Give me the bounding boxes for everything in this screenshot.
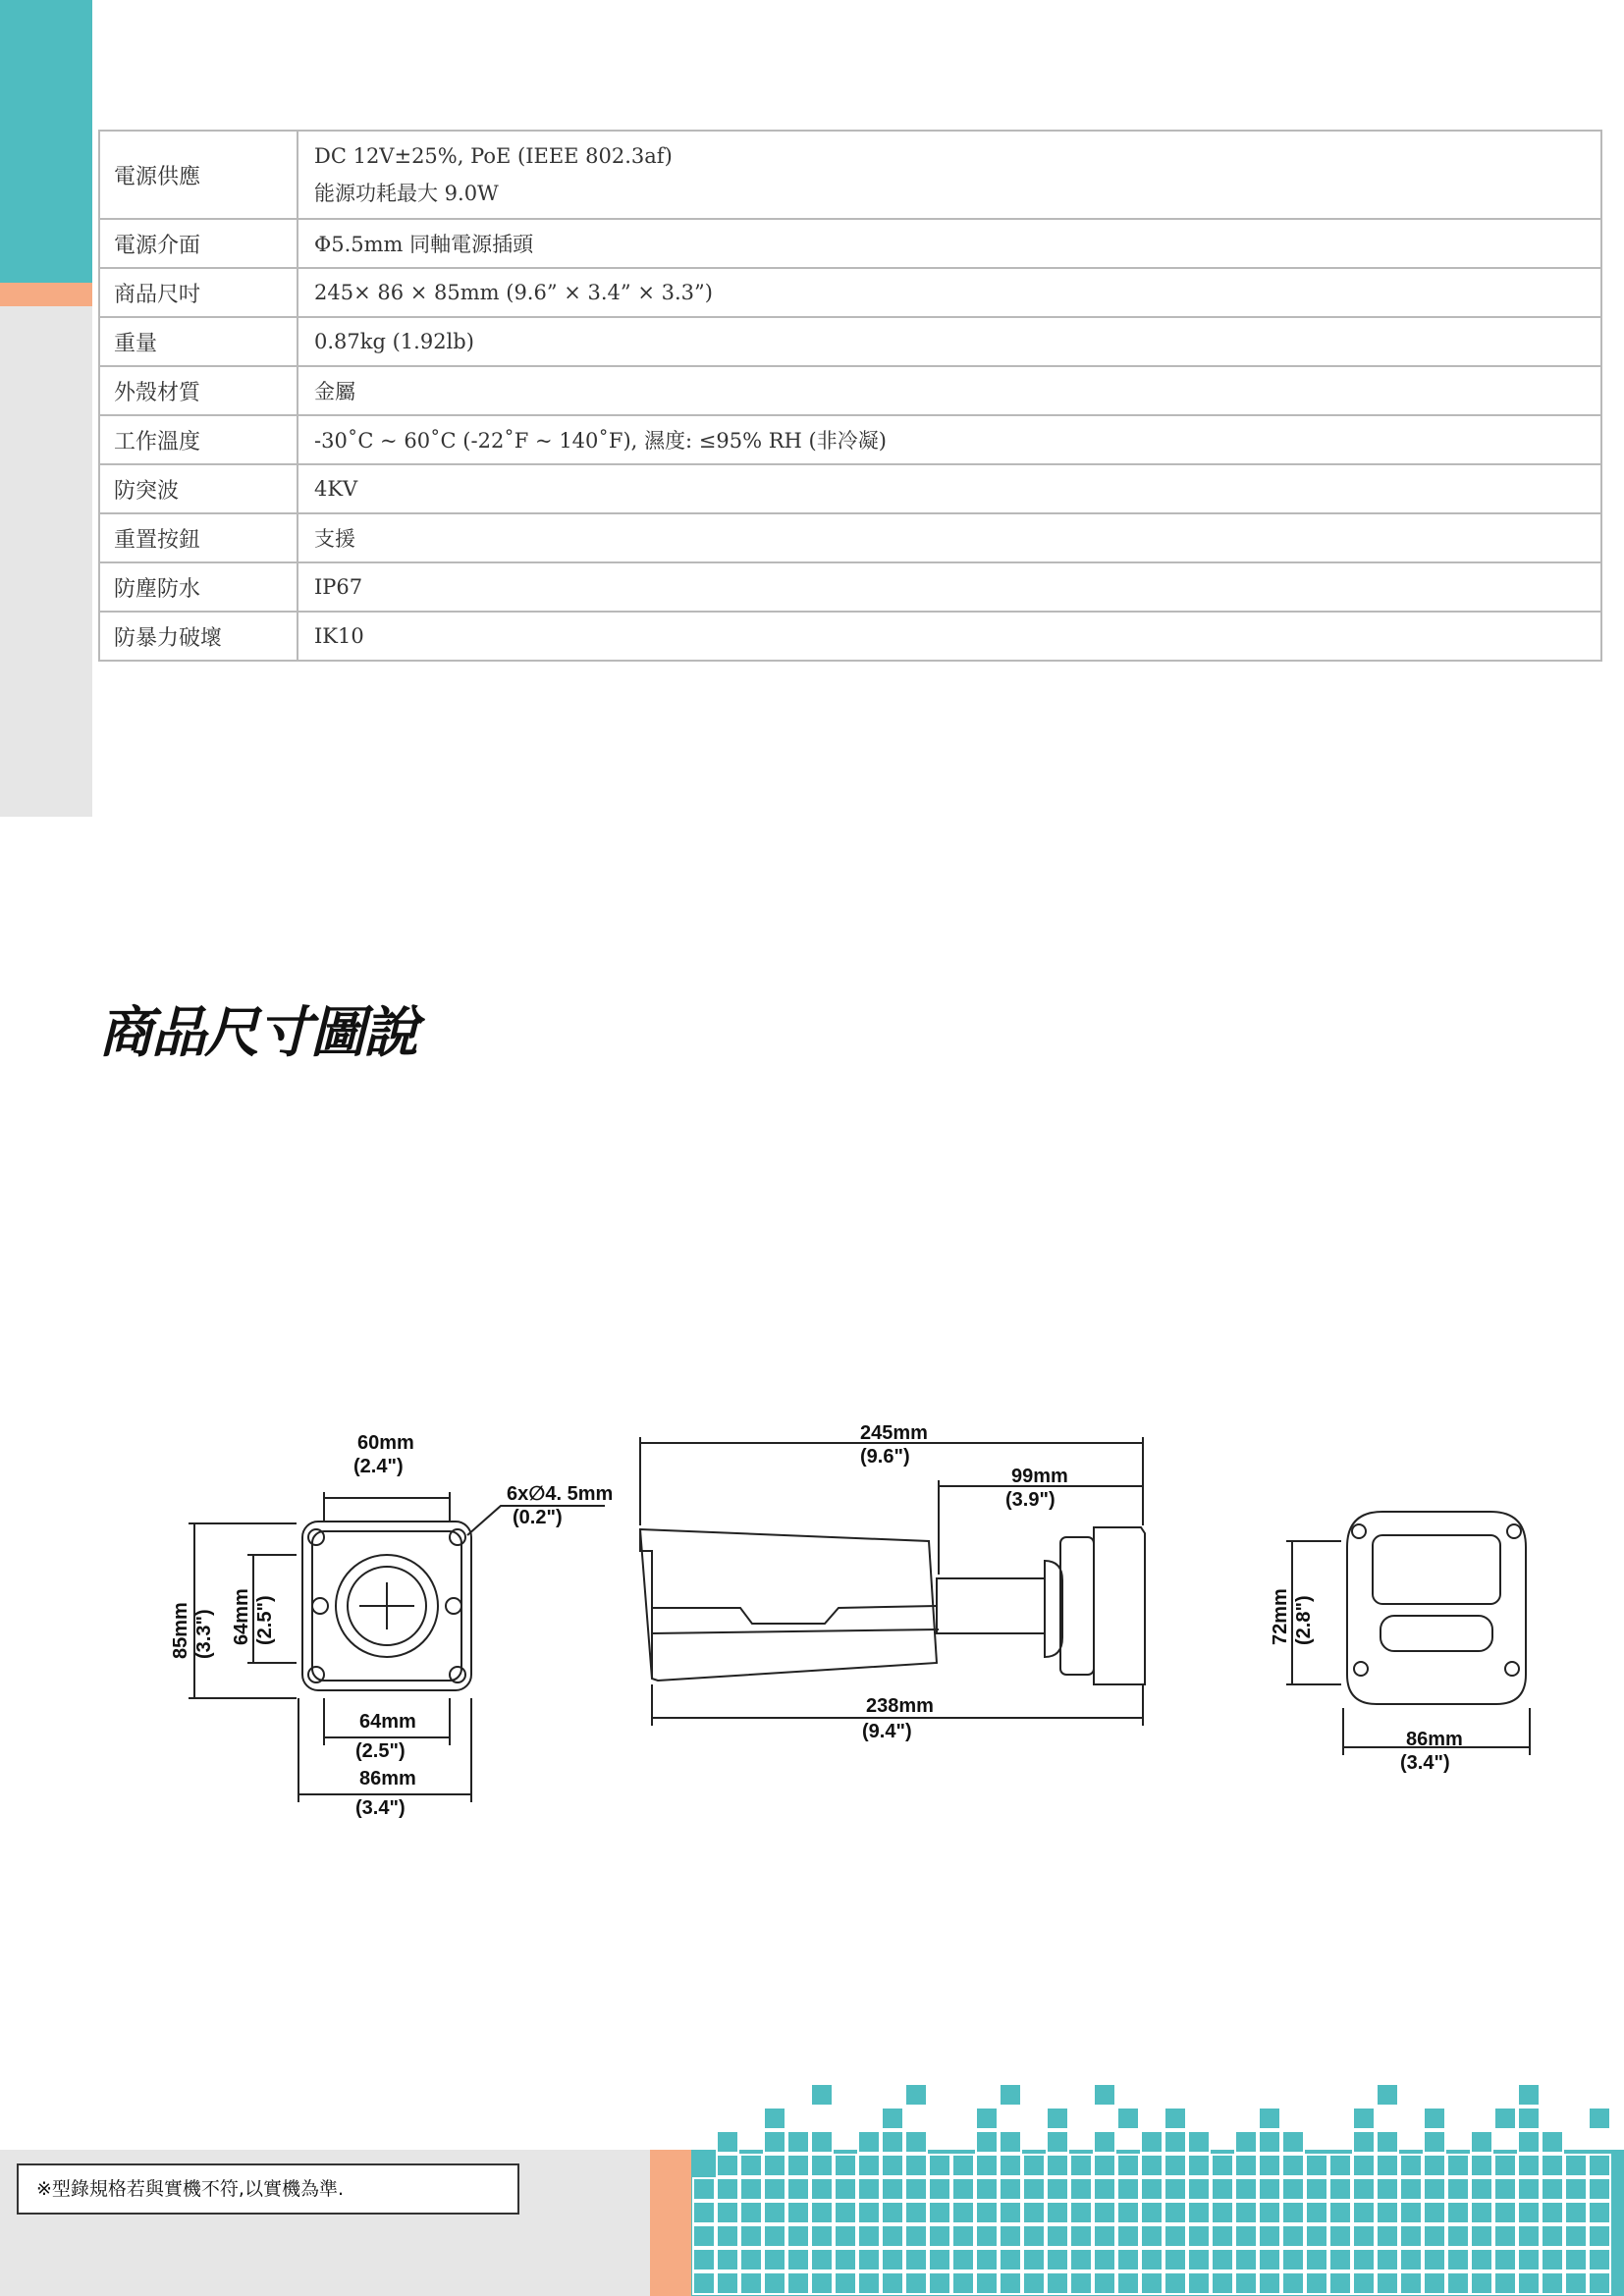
pixel-tile [764, 2108, 785, 2129]
spec-value: IK10 [298, 612, 1601, 661]
pixel-tile [1565, 2225, 1587, 2247]
spec-value: 4KV [298, 464, 1601, 513]
pixel-tile [1000, 2155, 1021, 2176]
pixel-tile [1000, 2131, 1021, 2153]
pixel-tile [1094, 2131, 1115, 2153]
pixel-tile [1542, 2155, 1563, 2176]
pixel-tile [1117, 2108, 1139, 2129]
spec-label: 防暴力破壞 [99, 612, 298, 661]
pixel-tile [1212, 2178, 1233, 2200]
pixel-tile [1447, 2225, 1469, 2247]
pixel-tile [811, 2202, 833, 2223]
pixel-tile [1259, 2131, 1280, 2153]
dim-label: (2.4") [353, 1456, 404, 1477]
pixel-tile [1329, 2272, 1351, 2294]
pixel-tile [1212, 2249, 1233, 2270]
pixel-tile [764, 2272, 785, 2294]
pixel-tile [1164, 2202, 1186, 2223]
pixel-tile [1282, 2131, 1304, 2153]
pixel-tile [1353, 2131, 1375, 2153]
pixel-tile [1377, 2178, 1398, 2200]
spec-value: IP67 [298, 562, 1601, 612]
dim-label: (3.3") [193, 1609, 215, 1659]
pixel-tile [1164, 2249, 1186, 2270]
pixel-tile [1023, 2155, 1045, 2176]
table-row [99, 513, 1601, 562]
pixel-tile [835, 2155, 856, 2176]
pixel-tile [1259, 2155, 1280, 2176]
spec-value: 金屬 [298, 366, 1601, 415]
pixel-tile [740, 2178, 762, 2200]
pixel-tile [1000, 2178, 1021, 2200]
pixel-tile [1565, 2178, 1587, 2200]
pixel-tile [835, 2249, 856, 2270]
pixel-tile [1235, 2155, 1257, 2176]
pixel-tile [929, 2178, 950, 2200]
pixel-tile [1047, 2225, 1068, 2247]
pixel-tile [976, 2108, 998, 2129]
pixel-tile [1282, 2225, 1304, 2247]
pixel-tile [882, 2202, 903, 2223]
pixel-tile [1518, 2084, 1540, 2106]
pixel-tile [717, 2202, 738, 2223]
dim-label: 60mm [357, 1432, 414, 1454]
pixel-tile [1447, 2272, 1469, 2294]
spec-label: 防塵防水 [99, 562, 298, 612]
pixel-tile [929, 2202, 950, 2223]
pixel-tile [858, 2272, 880, 2294]
spec-value [298, 131, 1601, 219]
spec-label: 電源供應 [99, 131, 298, 219]
pixel-tile [1518, 2178, 1540, 2200]
pixel-tile [1235, 2272, 1257, 2294]
table-row [99, 562, 1601, 612]
dim-label: 245mm [860, 1422, 928, 1444]
side-view [640, 1437, 1145, 1726]
pixel-tile [1259, 2225, 1280, 2247]
spec-value: Φ5.5mm 同軸電源插頭 [298, 219, 1601, 268]
pixel-tile [811, 2084, 833, 2106]
pixel-tile [693, 2202, 715, 2223]
spec-value-line: DC 12V±25%, PoE (IEEE 802.3af) [314, 144, 673, 168]
pixel-tile [1494, 2155, 1516, 2176]
pixel-tile [740, 2272, 762, 2294]
pixel-tile [1518, 2202, 1540, 2223]
pixel-tile [1589, 2272, 1610, 2294]
pixel-tile [1070, 2272, 1092, 2294]
pixel-tile [1353, 2155, 1375, 2176]
pixel-tile [1589, 2155, 1610, 2176]
pixel-tile [787, 2202, 809, 2223]
table-row [99, 366, 1601, 415]
pixel-tile [1353, 2249, 1375, 2270]
pixel-tile [1400, 2202, 1422, 2223]
pixel-tile [1329, 2178, 1351, 2200]
table-row [99, 219, 1601, 268]
pixel-tile [1306, 2272, 1327, 2294]
spec-table [98, 130, 1602, 662]
pixel-tile [952, 2249, 974, 2270]
pixel-tile [1070, 2155, 1092, 2176]
pixel-tile [1188, 2155, 1210, 2176]
dim-label: (0.2") [513, 1507, 563, 1528]
pixel-tile [1094, 2272, 1115, 2294]
rear-view [1286, 1512, 1530, 1755]
pixel-tile [717, 2272, 738, 2294]
pixel-tile [1306, 2155, 1327, 2176]
pixel-tile [764, 2249, 785, 2270]
pixel-tile [1235, 2131, 1257, 2153]
pixel-tile [1306, 2249, 1327, 2270]
pixel-tile [1589, 2178, 1610, 2200]
pixel-tile [1259, 2108, 1280, 2129]
pixel-tile [1329, 2155, 1351, 2176]
pixel-tile [1494, 2178, 1516, 2200]
pixel-tile [1471, 2272, 1492, 2294]
pixel-tile [1188, 2225, 1210, 2247]
pixel-tile [1141, 2225, 1163, 2247]
pixel-tile [811, 2131, 833, 2153]
side-accent-orange [0, 283, 92, 306]
pixel-tile [882, 2108, 903, 2129]
pixel-tile [905, 2272, 927, 2294]
table-row [99, 464, 1601, 513]
pixel-tile [976, 2225, 998, 2247]
pixel-tile [717, 2155, 738, 2176]
pixel-tile [1565, 2155, 1587, 2176]
pixel-tile [811, 2178, 833, 2200]
pixel-tile [1023, 2225, 1045, 2247]
dim-label: 99mm [1011, 1466, 1068, 1487]
pixel-tile [811, 2225, 833, 2247]
table-row [99, 268, 1601, 317]
pixel-tile [1542, 2202, 1563, 2223]
dim-label: 6x∅4. 5mm [507, 1483, 614, 1505]
pixel-tile [1518, 2108, 1540, 2129]
pixel-tile [1094, 2084, 1115, 2106]
pixel-tile [1000, 2084, 1021, 2106]
pixel-tile [1164, 2225, 1186, 2247]
pixel-tile [1000, 2249, 1021, 2270]
pixel-tile [1117, 2178, 1139, 2200]
pixel-tile [1306, 2225, 1327, 2247]
pixel-tile [1282, 2178, 1304, 2200]
pixel-tile [976, 2272, 998, 2294]
pixel-tile [882, 2249, 903, 2270]
dim-label: 72mm [1270, 1588, 1291, 1645]
pixel-tile [1447, 2249, 1469, 2270]
dim-label: (9.4") [862, 1721, 912, 1742]
pixel-tile [1589, 2249, 1610, 2270]
pixel-tile [1471, 2155, 1492, 2176]
pixel-tile [1494, 2272, 1516, 2294]
pixel-tile [1188, 2272, 1210, 2294]
pixel-tile [1542, 2225, 1563, 2247]
dim-label: 85mm [170, 1602, 191, 1659]
spec-label: 外殼材質 [99, 366, 298, 415]
pixel-tile [764, 2178, 785, 2200]
pixel-tile [740, 2225, 762, 2247]
pixel-tile [1306, 2202, 1327, 2223]
pixel-tile [1023, 2178, 1045, 2200]
pixel-tile [740, 2249, 762, 2270]
pixel-tile [1235, 2249, 1257, 2270]
pixel-tile [952, 2225, 974, 2247]
dim-label: 238mm [866, 1695, 934, 1717]
pixel-tile [1471, 2178, 1492, 2200]
pixel-tile [1494, 2108, 1516, 2129]
spec-label: 防突波 [99, 464, 298, 513]
pixel-tile [1141, 2131, 1163, 2153]
pixel-tile [858, 2249, 880, 2270]
pixel-tile [693, 2178, 715, 2200]
pixel-pattern-decoration [691, 2061, 1624, 2296]
side-accent-teal [0, 0, 92, 283]
pixel-tile [1518, 2249, 1540, 2270]
pixel-tile [717, 2131, 738, 2153]
dim-label: (3.9") [1005, 1489, 1056, 1511]
pixel-tile [1377, 2131, 1398, 2153]
pixel-tile [1164, 2131, 1186, 2153]
pixel-tile [882, 2272, 903, 2294]
dim-label: 64mm [359, 1711, 416, 1733]
spec-value: 245× 86 × 85mm (9.6” × 3.4” × 3.3”) [298, 268, 1601, 317]
pixel-tile [1141, 2155, 1163, 2176]
pixel-tile [929, 2249, 950, 2270]
pixel-tile [1542, 2272, 1563, 2294]
pixel-tile [1023, 2272, 1045, 2294]
pixel-tile [717, 2249, 738, 2270]
pixel-tile [764, 2202, 785, 2223]
pixel-tile [1400, 2249, 1422, 2270]
table-row [99, 612, 1601, 661]
pixel-tile [1117, 2155, 1139, 2176]
dim-label: 86mm [359, 1768, 416, 1789]
spec-value: 支援 [298, 513, 1601, 562]
pixel-tile [1282, 2202, 1304, 2223]
pixel-tile [787, 2178, 809, 2200]
pixel-tile [905, 2225, 927, 2247]
pixel-tile [1235, 2178, 1257, 2200]
spec-label: 電源介面 [99, 219, 298, 268]
pixel-tile [1094, 2249, 1115, 2270]
pixel-tile [1282, 2249, 1304, 2270]
pixel-tile [693, 2249, 715, 2270]
pixel-tile [1023, 2202, 1045, 2223]
pixel-tile [1047, 2202, 1068, 2223]
spec-label: 商品尺吋 [99, 268, 298, 317]
pixel-tile [1094, 2155, 1115, 2176]
pixel-tile [835, 2272, 856, 2294]
pixel-tile [1188, 2249, 1210, 2270]
pixel-tile [1542, 2131, 1563, 2153]
pixel-tile [764, 2131, 785, 2153]
table-row [99, 131, 1601, 219]
pixel-tile [1047, 2178, 1068, 2200]
pixel-tile [1565, 2249, 1587, 2270]
pixel-tile [1471, 2202, 1492, 2223]
pixel-tile [1377, 2084, 1398, 2106]
pixel-tile [1377, 2225, 1398, 2247]
footer-accent-orange [650, 2150, 691, 2296]
dim-label: 86mm [1406, 1729, 1463, 1750]
pixel-tile [1589, 2108, 1610, 2129]
pixel-tile [1117, 2249, 1139, 2270]
pixel-tile [1424, 2249, 1445, 2270]
pixel-tile [1424, 2155, 1445, 2176]
pixel-tile [976, 2131, 998, 2153]
pixel-tile [1424, 2272, 1445, 2294]
pixel-tile [787, 2272, 809, 2294]
pixel-tile [1047, 2131, 1068, 2153]
pixel-tile [882, 2131, 903, 2153]
pixel-tile [1329, 2225, 1351, 2247]
pixel-tile [1329, 2249, 1351, 2270]
pixel-tile [882, 2178, 903, 2200]
pixel-tile [1471, 2131, 1492, 2153]
pixel-tile [1094, 2178, 1115, 2200]
spec-value-line: 能源功耗最大 9.0W [314, 182, 499, 205]
pixel-tile [1400, 2225, 1422, 2247]
pixel-tile [1424, 2108, 1445, 2129]
pixel-tile [1353, 2202, 1375, 2223]
pixel-tile [1141, 2272, 1163, 2294]
pixel-tile [1494, 2225, 1516, 2247]
pixel-tile [976, 2155, 998, 2176]
dim-label: (2.5") [355, 1740, 406, 1762]
pixel-tile [1188, 2131, 1210, 2153]
pixel-tile [787, 2155, 809, 2176]
pixel-tile [1400, 2178, 1422, 2200]
pixel-tile [787, 2225, 809, 2247]
pixel-tile [1424, 2202, 1445, 2223]
pixel-tile [858, 2155, 880, 2176]
spec-label: 重置按鈕 [99, 513, 298, 562]
pixel-tile [858, 2131, 880, 2153]
pixel-tile [740, 2155, 762, 2176]
dim-label: (3.4") [355, 1797, 406, 1819]
pixel-tile [976, 2178, 998, 2200]
pixel-tile [1518, 2131, 1540, 2153]
pixel-tile [1259, 2202, 1280, 2223]
pixel-tile [1494, 2202, 1516, 2223]
pixel-tile [1141, 2178, 1163, 2200]
dim-label: (2.5") [254, 1595, 276, 1645]
pixel-tile [1164, 2108, 1186, 2129]
dimension-drawing [147, 1414, 1542, 1826]
pixel-tile [1000, 2202, 1021, 2223]
pixel-tile [1212, 2155, 1233, 2176]
table-row [99, 415, 1601, 464]
pixel-tile [787, 2131, 809, 2153]
pixel-tile [1565, 2272, 1587, 2294]
pixel-tile [1235, 2202, 1257, 2223]
pixel-tile [1424, 2225, 1445, 2247]
pixel-tile [1000, 2272, 1021, 2294]
pixel-tile [1259, 2272, 1280, 2294]
spec-value: -30˚C ~ 60˚C (-22˚F ~ 140˚F), 濕度: ≤95% RH (非冷凝) [298, 415, 1601, 464]
pixel-tile [1518, 2225, 1540, 2247]
dim-label: (9.6") [860, 1446, 910, 1468]
pixel-tile [1447, 2178, 1469, 2200]
dim-label: (3.4") [1400, 1752, 1450, 1774]
pixel-tile [717, 2225, 738, 2247]
pixel-tile [976, 2249, 998, 2270]
pixel-tile [1094, 2225, 1115, 2247]
pixel-tile [811, 2249, 833, 2270]
pixel-tile [1377, 2155, 1398, 2176]
pixel-tile [858, 2178, 880, 2200]
spec-value: 0.87kg (1.92lb) [298, 317, 1601, 366]
pixel-tile [1070, 2249, 1092, 2270]
pixel-tile [858, 2225, 880, 2247]
pixel-tile [882, 2155, 903, 2176]
pixel-tile [1164, 2178, 1186, 2200]
pixel-tile [905, 2155, 927, 2176]
pixel-tile [952, 2272, 974, 2294]
pixel-tile [1141, 2202, 1163, 2223]
pixel-tile [905, 2131, 927, 2153]
pixel-tile [905, 2084, 927, 2106]
pixel-tile [1471, 2249, 1492, 2270]
pixel-tile [1424, 2131, 1445, 2153]
pixel-tile [929, 2225, 950, 2247]
pixel-tile [1377, 2202, 1398, 2223]
pixel-tile [905, 2178, 927, 2200]
spec-label: 工作溫度 [99, 415, 298, 464]
pixel-tile [1047, 2108, 1068, 2129]
side-accent-gray [0, 306, 92, 817]
section-title: 商品尺寸圖說 [98, 1001, 416, 1065]
dim-label: (2.8") [1293, 1595, 1315, 1645]
pixel-tile [1070, 2202, 1092, 2223]
pixel-tile [1353, 2272, 1375, 2294]
pixel-tile [835, 2202, 856, 2223]
pixel-tile [1188, 2202, 1210, 2223]
pixel-tile [1117, 2202, 1139, 2223]
pixel-tile [1117, 2272, 1139, 2294]
pixel-tile [1377, 2272, 1398, 2294]
pixel-tile [1212, 2272, 1233, 2294]
pixel-tile [1447, 2155, 1469, 2176]
pixel-tile [1542, 2249, 1563, 2270]
pixel-tile [1589, 2202, 1610, 2223]
pixel-tile [693, 2225, 715, 2247]
footer-note: ※型錄規格若與實機不符,以實機為準. [17, 2163, 519, 2215]
pixel-tile [1212, 2225, 1233, 2247]
pixel-tile [1070, 2225, 1092, 2247]
pixel-tile [1353, 2108, 1375, 2129]
pixel-tile [764, 2155, 785, 2176]
pixel-tile [1353, 2178, 1375, 2200]
pixel-tile [1047, 2249, 1068, 2270]
dim-label: 64mm [231, 1588, 252, 1645]
pixel-tile [905, 2202, 927, 2223]
pixel-tile [835, 2225, 856, 2247]
pixel-tile [1259, 2178, 1280, 2200]
table-row [99, 317, 1601, 366]
spec-label: 重量 [99, 317, 298, 366]
pixel-tile [952, 2202, 974, 2223]
pixel-tile [952, 2155, 974, 2176]
